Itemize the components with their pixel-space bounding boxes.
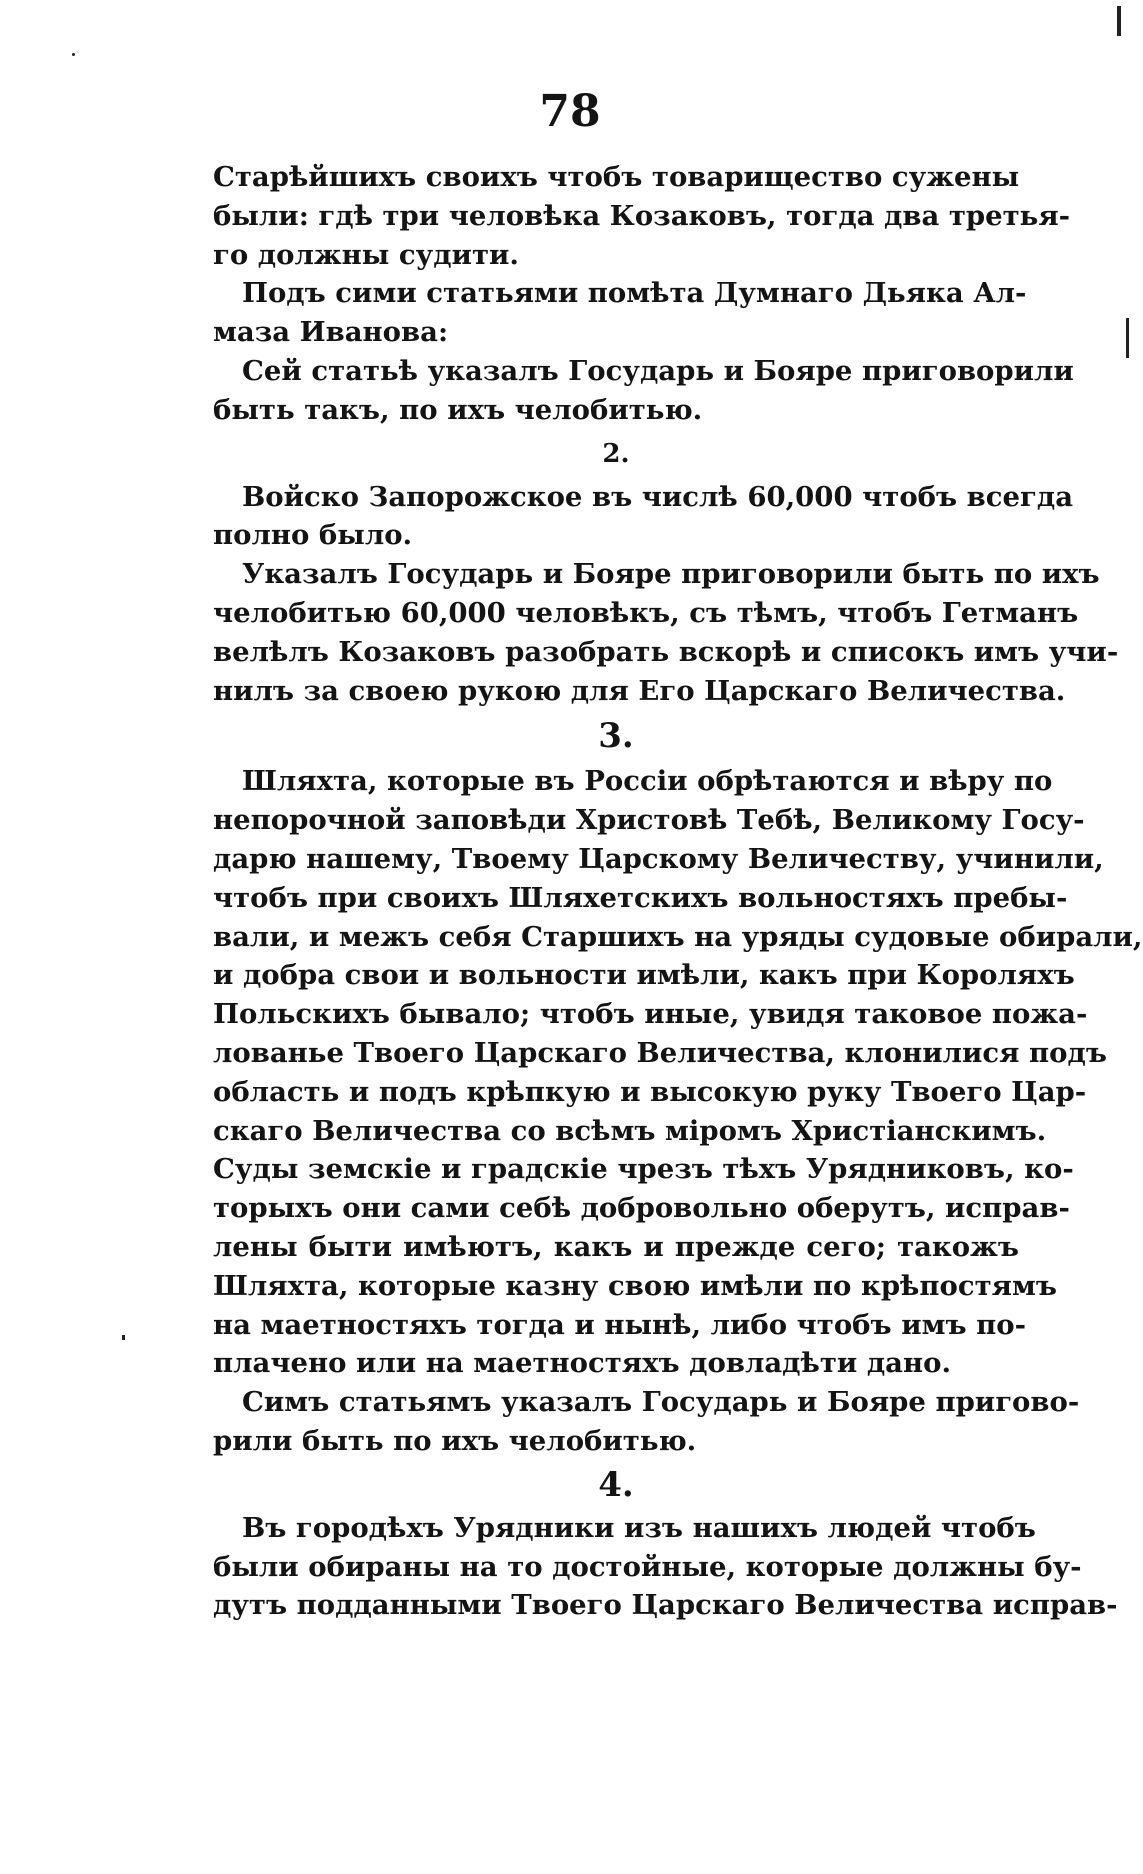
- text-line: Старѣйшихъ своихъ чтобъ товарищество сужены: [213, 161, 1020, 193]
- text-line: Симъ статьямъ указалъ Государь и Бояре пригово-: [242, 1386, 1080, 1419]
- text-line: быть такъ, по ихъ челобитью.: [213, 393, 703, 426]
- section-number-2: 2.: [602, 438, 630, 469]
- text-line: были обираны на то достойные, которые должны бу-: [213, 1550, 1082, 1583]
- paragraph-1: [213, 158, 1071, 274]
- text-line: Польскихъ бывало; чтобъ иные, увидя таковое пожа-: [213, 998, 1088, 1031]
- text-line: го должны судити.: [213, 238, 519, 271]
- text-line: Указалъ Государь и Бояре приговорили быть по ихъ: [242, 558, 1100, 591]
- text-line: торыхъ они сами себѣ добровольно оберутъ, исправ-: [213, 1192, 1070, 1225]
- section-number-3: 3.: [598, 716, 634, 757]
- text-line: скаго Величества со всѣмъ міромъ Христіанскимъ.: [213, 1114, 1047, 1147]
- text-line: велѣлъ Козаковъ разобрать вскорѣ и списокъ имъ учи-: [213, 635, 1119, 668]
- text-line: непорочной заповѣди Христовѣ Тебѣ, Великому Госу-: [213, 804, 1085, 837]
- text-line: Шляхта, которые казну свою имѣли по крѣпостямъ: [213, 1269, 1057, 1302]
- text-line: область и подъ крѣпкую и высокую руку Твоего Цар-: [213, 1075, 1087, 1108]
- text-line: полно было.: [213, 519, 413, 552]
- text-line: нилъ за своею рукою для Его Царскаго Величества.: [213, 674, 1066, 707]
- text-line: на маетностяхъ тогда и нынѣ, либо чтобъ имъ по-: [213, 1308, 1027, 1341]
- paragraph-2: [213, 274, 1027, 352]
- paragraph-5: [213, 555, 1119, 710]
- text-line: дутъ подданными Твоего Царскаго Величества исправ-: [213, 1589, 1118, 1622]
- scan-dot: [122, 1335, 125, 1340]
- text-line: рили быть по ихъ челобитью.: [213, 1424, 697, 1457]
- text-line: Подъ сими статьями помѣта Думнаго Дьяка Ал-: [242, 277, 1027, 310]
- paragraph-7: [213, 1383, 1080, 1461]
- paragraph-3: [213, 352, 1074, 430]
- text-line: и добра свои и вольности имѣли, какъ при Короляхъ: [213, 959, 1075, 992]
- text-body: [213, 158, 1143, 1625]
- text-line: вали, и межъ себя Старшихъ на уряды судовые обирали,: [213, 920, 1143, 953]
- text-line: маза Иванова:: [213, 316, 449, 349]
- page-number: 78: [539, 86, 601, 137]
- text-line: челобитью 60,000 человѣкъ, съ тѣмъ, чтобъ Гетманъ: [213, 596, 1079, 629]
- text-line: Войско Запорожское въ числѣ 60,000 чтобъ всегда: [242, 480, 1074, 513]
- text-line: дарю нашему, Твоему Царскому Величеству, учинили,: [213, 842, 1104, 875]
- paragraph-4: [213, 478, 1074, 556]
- paragraph-8: [213, 1509, 1118, 1625]
- scan-edge-mark: [1117, 6, 1121, 36]
- text-line: лованье Твоего Царскаго Величества, клонилися подъ: [213, 1036, 1107, 1069]
- section-number-4: 4.: [598, 1464, 634, 1505]
- paragraph-6: [213, 762, 1143, 1383]
- scan-edge-mark: [1126, 318, 1129, 358]
- text-line: Суды земскіе и градскіе чрезъ тѣхъ Урядниковъ, ко-: [213, 1153, 1074, 1186]
- text-line: были: гдѣ три человѣка Козаковъ, тогда два третья-: [213, 199, 1071, 232]
- text-line: Сей статьѣ указалъ Государь и Бояре приговорили: [242, 354, 1074, 387]
- text-line: плачено или на маетностяхъ довладѣти дано.: [213, 1347, 952, 1380]
- text-line: Шляхта, которые въ Россіи обрѣтаются и вѣру по: [242, 765, 1053, 798]
- scan-dot: [72, 53, 75, 56]
- text-line: чтобъ при своихъ Шляхетскихъ вольностяхъ пребы-: [213, 881, 1068, 914]
- text-line: лены быти имѣютъ, какъ и прежде сего; такожъ: [213, 1230, 1019, 1263]
- text-line: Въ городѣхъ Урядники изъ нашихъ людей чтобъ: [242, 1511, 1036, 1544]
